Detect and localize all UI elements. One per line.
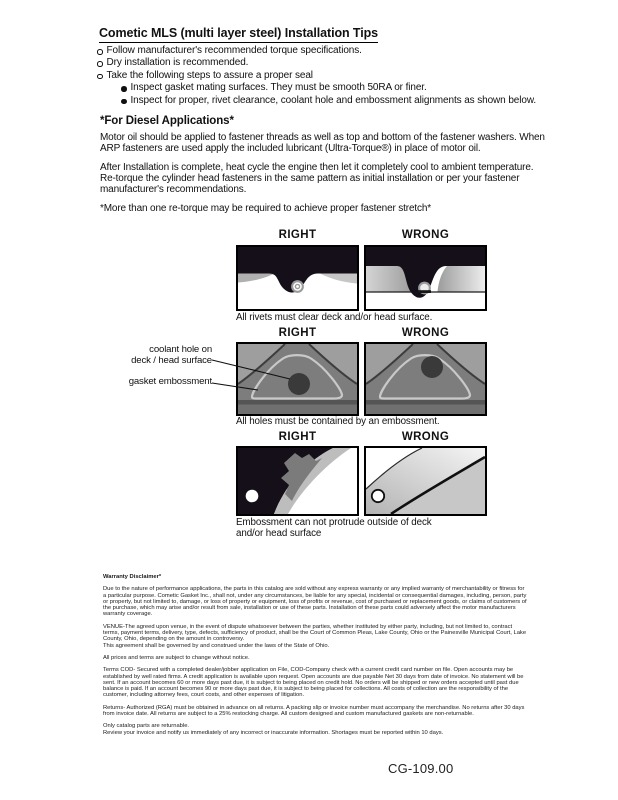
open-bullet-icon xyxy=(97,74,103,80)
diagram-protrude-wrong xyxy=(364,446,487,516)
right-label: RIGHT xyxy=(278,327,317,339)
venue-paragraph: VENUE-The agreed upon venue, in the event of dispute whatsoever between the parties, whether instituted by either party, including, but not limited to, contract terms, payment terms, delivery, type, defects, sufficiency of product, shall be the Court of Common Pleas, Lake County, Ohio or the Painesville Municipal Court, Lake County, Ohio, depending on the amount in controversy. xyxy=(103,623,527,643)
row3-caption: Embossment can not protrude outside of deck and/or head surface xyxy=(236,517,432,539)
diesel-paragraph: Motor oil should be applied to fastener threads as well as top and bottom of the fastener washers. When ARP fasteners are used apply the included lubricant (Ultra-Torque®) in place of motor oil. xyxy=(100,132,545,155)
venue-governing-law: This agreement shall be governed by and construed under the laws of the State of Ohio. xyxy=(103,642,330,649)
warranty-disclaimer xyxy=(103,574,529,742)
page-title: Cometic MLS (multi layer steel) Installation Tips xyxy=(99,26,378,43)
retorque-note: *More than one re-torque may be required to achieve proper fastener stretch* xyxy=(100,203,432,214)
protrude-right-illustration xyxy=(238,448,357,514)
open-bullet-icon xyxy=(97,61,103,67)
right-label: RIGHT xyxy=(278,431,317,443)
list-item xyxy=(121,95,577,107)
wrong-label: WRONG xyxy=(401,431,450,443)
list-item xyxy=(97,70,577,82)
prices-notice: All prices and terms are subject to change without notice. xyxy=(103,654,250,661)
wrong-label: WRONG xyxy=(401,229,450,241)
open-bullet-icon xyxy=(97,49,103,55)
disclaimer-paragraph: Due to the nature of performance applications, the parts in this catalog are sold without any express warranty or any implied warranty of merchantability or fitness for a particular purpose. Cometic Gasket Inc., shall not, under any circumstances, be liable for any special, incidental or consequential damages, including, person, party or property, but not limited to, damage, or loss of property or equipment, loss of profits or revenue, cost of purchased or replacement goods, or claims of customers of the purchase, which may arise and/or result from sale, installation or use of these parts. Installation of these parts could adversely affect the motor manufacturers warranty coverage. xyxy=(103,586,527,618)
tips-list xyxy=(97,45,577,107)
coolant-hole-label: coolant hole on deck / head surface xyxy=(131,344,212,366)
list-item xyxy=(97,57,577,69)
coolant-hole xyxy=(421,356,443,378)
diagram-rivet-wrong xyxy=(364,245,487,311)
filled-bullet-icon xyxy=(121,99,127,105)
gasket-embossment-label: gasket embossment xyxy=(128,376,212,387)
rivet-icon xyxy=(418,282,431,295)
list-item xyxy=(121,82,577,94)
diagram-protrude-right xyxy=(236,446,359,516)
list-item-text: Inspect gasket mating surfaces. They must be smooth 50RA or finer. xyxy=(130,82,427,94)
row1-caption: All rivets must clear deck and/or head surface. xyxy=(236,312,433,323)
only-catalog-note: Only catalog parts are returnable. xyxy=(103,723,190,730)
coolant-hole-right-illustration xyxy=(238,344,357,414)
diagram-hole-wrong xyxy=(364,342,487,416)
wrong-label: WRONG xyxy=(401,327,450,339)
coolant-hole-wrong-illustration xyxy=(366,344,485,414)
rivet-wrong-illustration xyxy=(366,247,485,309)
bolt-hole xyxy=(246,490,259,503)
bolt-hole xyxy=(372,490,384,502)
diagram-hole-right xyxy=(236,342,359,416)
coolant-hole xyxy=(288,373,310,395)
list-item-text: Take the following steps to assure a proper seal xyxy=(106,69,313,81)
review-invoice-note: Review your invoice and notify us immediately of any incorrect or inaccurate information. Shortages must be reported within 10 days. xyxy=(103,729,444,736)
row2-caption: All holes must be contained by an embossment. xyxy=(236,416,440,427)
right-label: RIGHT xyxy=(278,229,317,241)
filled-bullet-icon xyxy=(121,86,127,92)
list-item xyxy=(97,45,577,57)
returns-paragraph: Returns- Authorized (RGA) must be obtained in advance on all returns. A packing slip or invoice number must accompany the merchandise. No returns after 30 days from invoice date. All returns are subject to a 25% restocking charge. All custom designed and custom manufactured gaskets are non-returnable. xyxy=(103,704,525,718)
protrude-wrong-illustration xyxy=(366,448,485,514)
list-item-text: Inspect for proper, rivet clearance, coolant hole and embossment alignments as shown below. xyxy=(130,94,537,106)
rivet-right-illustration xyxy=(238,247,357,309)
diagram-rivet-right xyxy=(236,245,359,311)
diesel-section-heading: *For Diesel Applications* xyxy=(100,115,234,127)
diesel-paragraph: After Installation is complete, heat cycle the engine then let it completely cool to ambient temperature. Re-torque the cylinder head fasteners in the same pattern as initial installation or per your fastener manufacturer's recommendations. xyxy=(100,162,534,196)
page-number: CG-109.00 xyxy=(388,761,454,776)
list-item-text: Follow manufacturer's recommended torque specifications. xyxy=(106,45,362,56)
list-item-text: Dry installation is recommended. xyxy=(106,57,249,69)
disclaimer-heading: Warranty Disclaimer* xyxy=(103,574,162,580)
terms-paragraph: Terms COD- Secured with a completed dealer/jobber application on File, COD-Company check with a current credit card number on file. Open accounts may be established by well rated firms. A credit application is available upon request. Open accounts are due payable Net 30 days from date of invoice. No statement will be sent. If an account becomes 60 or more days past due, it is subject to being placed on credit hold. No orders will be shipped or new orders accepted until past due balance is paid. If an account becomes 90 or more days past due, it is subject to being placed for collections. All costs of collection are the responsibility of the customer, including attorney fees, court costs, and other expenses of litigation. xyxy=(103,667,524,699)
rivet-icon xyxy=(291,280,304,293)
